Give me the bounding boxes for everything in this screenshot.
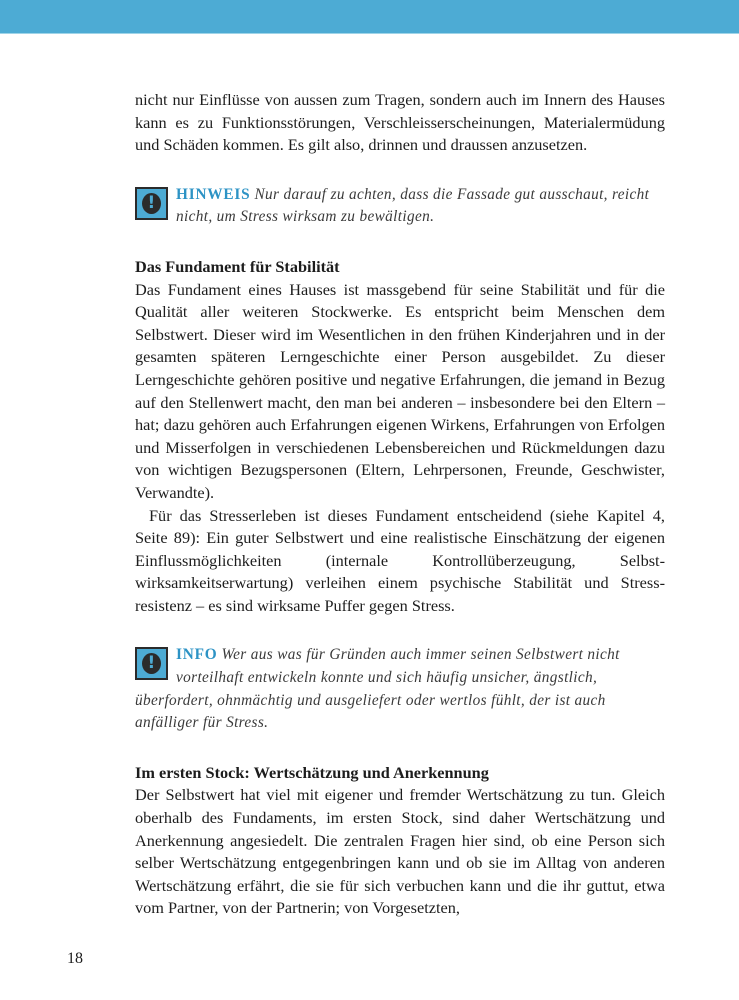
info-callout (135, 644, 665, 734)
info-label: INFO (176, 646, 218, 664)
section-heading-erster-stock: Im ersten Stock: Wertschätzung und Anerkennung (135, 762, 489, 782)
hinweis-callout (135, 184, 665, 229)
exclamation-icon: ! (135, 647, 168, 680)
page-number: 18 (67, 950, 83, 967)
intro-paragraph: nicht nur Einflüsse von aussen zum Tragen, sondern auch im Innern des Hauses kann es zu Funktionsstörungen, Verschleisserscheinungen, Materialermüdung und Schäden kommen. Es gilt also, drinnen und draussen anzusetzen. (135, 90, 665, 155)
section-heading-fundament: Das Fundament für Stabilität (135, 256, 340, 276)
fundament-paragraph-1: Das Fundament eines Hauses ist massgebend für seine Stabilität und für die Qualität aller weiteren Stockwerke. Es entspricht beim Menschen dem Selbstwert. Dieser wird im Wesentlichen in den frühen Kinderjahren und in der gesamten späteren Lerngeschichte einer Person ausgebildet. Zu dieser Lerngeschichte gehören positive und negative Erfahrungen, die jemand in Bezug auf den Stellenwert macht, den man bei anderen – insbesondere bei den Eltern – hat; dazu gehören auch Erfahrungen eigenen Wirkens, Erfahrungen von Erfolgen und Misserfolgen in verschiedenen Lebensbereichen und Rückmeldungen dazu von wichtigen Bezugspersonen (Eltern, Lehrpersonen, Freunde, Geschwister, Verwandte). (135, 279, 665, 502)
exclamation-icon: ! (135, 187, 168, 220)
info-text: Wer aus was für Gründen auch immer seinen Selbstwert nicht vorteilhaft entwickeln konnte und sich häufig unsicher, ängstlich, überfordert, ohnmächtig und ausgeliefert oder wertlos fühlt, der ist auch anfälliger für Stress. (135, 646, 620, 732)
page-body (135, 89, 665, 920)
hinweis-label: HINWEIS (176, 185, 251, 203)
fundament-paragraph-2: Für das Stresserleben ist dieses Fundament entscheidend (siehe Kapitel 4, Seite 89): Ein guter Selbstwert und eine realistische Einschätzung der eigenen Einflussmöglichkeiten (internale Kontrollüberzeugung, Selbstwirksamkeitserwartung) verleihen einem psychische Stabilität und Stressresistenz – es sind wirksame Puffer gegen Stress. (135, 505, 665, 615)
header-color-band (0, 0, 739, 34)
erster-stock-paragraph-1: Der Selbstwert hat viel mit eigener und fremder Wertschätzung zu tun. Gleich oberhalb des Fundaments, im ersten Stock, sind daher Wertschätzung und Anerkennung angesiedelt. Die zentralen Fragen hier sind, ob eine Person sich selber Wertschätzung entgegenbringen kann und ob sie im Alltag von anderen Wertschätzung erfährt, die sie für sich verbuchen kann und die ihr guttut, etwa vom Partner, von der Partnerin; von Vorgesetzten, (135, 785, 665, 918)
hinweis-text: Nur darauf zu achten, dass die Fassade gut ausschaut, reicht nicht, um Stress wirksam zu bewältigen. (176, 185, 650, 226)
